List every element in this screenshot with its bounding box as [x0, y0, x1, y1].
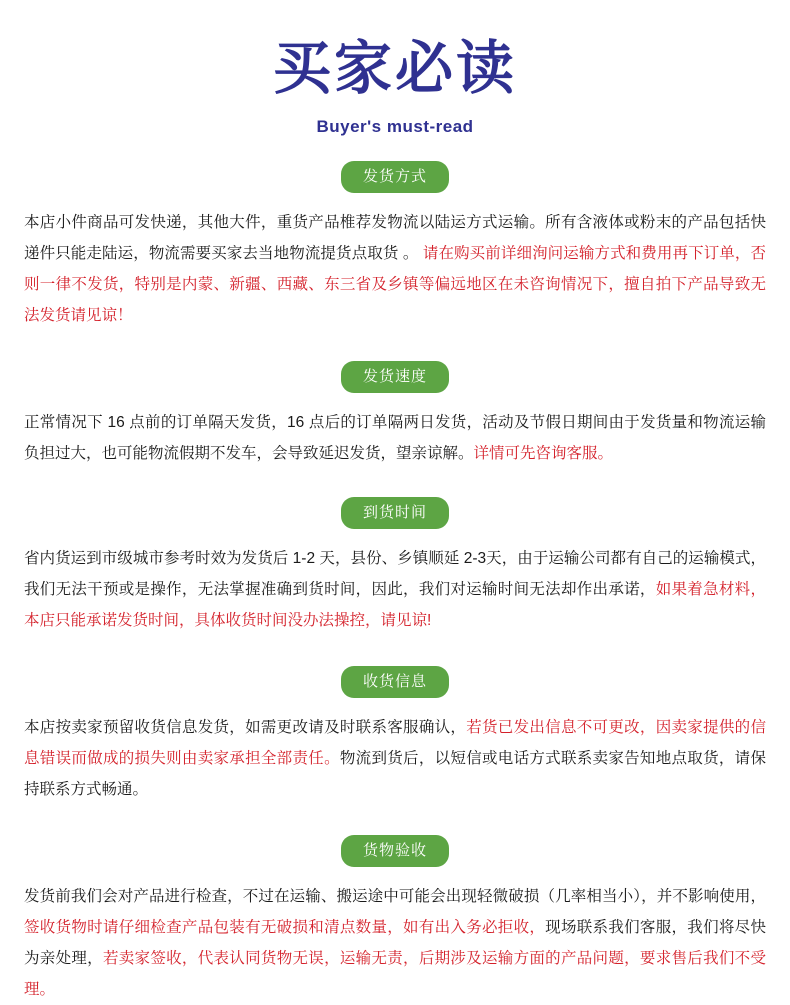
- title-block: [22, 0, 768, 137]
- page-subtitle: Buyer's must-read: [316, 116, 474, 136]
- section-badge: 货物验收: [341, 835, 449, 867]
- text-run: 现场联系我们客服，我们将尽快为亲处理，: [24, 918, 766, 967]
- page-title: 买家必读: [272, 36, 517, 101]
- section-goods-inspection: [22, 835, 768, 1005]
- section-heading-wrap: [22, 361, 768, 393]
- section-body: [22, 881, 768, 1005]
- section-badge: 发货方式: [341, 161, 449, 193]
- section-body: [22, 407, 768, 469]
- section-heading-wrap: [22, 666, 768, 698]
- section-badge: 到货时间: [341, 497, 449, 529]
- section-body: [22, 207, 768, 331]
- text-run-highlight: 签收货物时请仔细检查产品包装有无破损和清点数量，如有出入务必拒收，: [24, 918, 546, 936]
- section-badge: 收货信息: [341, 666, 449, 698]
- section-arrival-time: [22, 497, 768, 636]
- section-body: [22, 712, 768, 805]
- section-shipping-speed: [22, 361, 768, 469]
- section-badge: 发货速度: [341, 361, 449, 393]
- text-run-highlight: 请在购买前详细洵问运输方式和费用再下订单，否则一律不发货，特别是内蒙、新疆、西藏、东三省及乡镇等偏远地区在未咨询情况下，擅自拍下产品导致无法发货请见谅！: [24, 244, 766, 324]
- text-run: 本店小件商品可发快递，其他大件，重货产品椎荐发物流以陆运方式运输。所有含液体或粉末的产品包括快递件只能走陆运，物流需要买家去当地物流提货点取货 。: [24, 213, 766, 262]
- text-run-highlight: 若货已发出信息不可更改，因卖家提供的信息错误而做成的损失则由卖家承担全部责任。: [24, 718, 766, 767]
- text-run-highlight: 详情可先咨询客服。: [473, 444, 614, 462]
- section-heading-wrap: [22, 497, 768, 529]
- section-shipping-method: [22, 161, 768, 331]
- text-run-highlight: 如果着急材料， 本店只能承诺发货时间，具体收货时间没办法操控，请见谅!: [24, 580, 766, 629]
- section-heading-wrap: [22, 835, 768, 867]
- section-body: [22, 543, 768, 636]
- text-run: 本店按卖家预留收货信息发货，如需更改请及时联系客服确认，: [24, 718, 467, 736]
- text-run: 正常情况下 16 点前的订单隔天发货，16 点后的订单隔两日发货，活动及节假日期间由于发货量和物流运输负担过大，也可能物流假期不发车，会导致延迟发货，望亲谅解。: [24, 413, 766, 462]
- text-run-highlight: 若卖家签收，代表认同货物无误，运输无责，后期涉及运输方面的产品问题，要求售后我们不受理。: [24, 949, 766, 998]
- text-run: 发货前我们会对产品进行检查，不过在运输、搬运途中可能会出现轻微破损（几率相当小），并不影响使用，: [24, 887, 766, 905]
- section-heading-wrap: [22, 161, 768, 193]
- text-run: 省内货运到市级城市参考时效为发货后 1-2 天，县份、乡镇顺延 2-3天，由于运输公司都有自己的运输模式，我们无法干预或是操作，无法掌握准确到货时间，因此，我们对运输时间无法却作出承诺，: [24, 549, 766, 598]
- section-delivery-info: [22, 666, 768, 805]
- text-run: 物流到货后，以短信或电话方式联系卖家告知地点取货，请保持联系方式畅通。: [24, 749, 766, 798]
